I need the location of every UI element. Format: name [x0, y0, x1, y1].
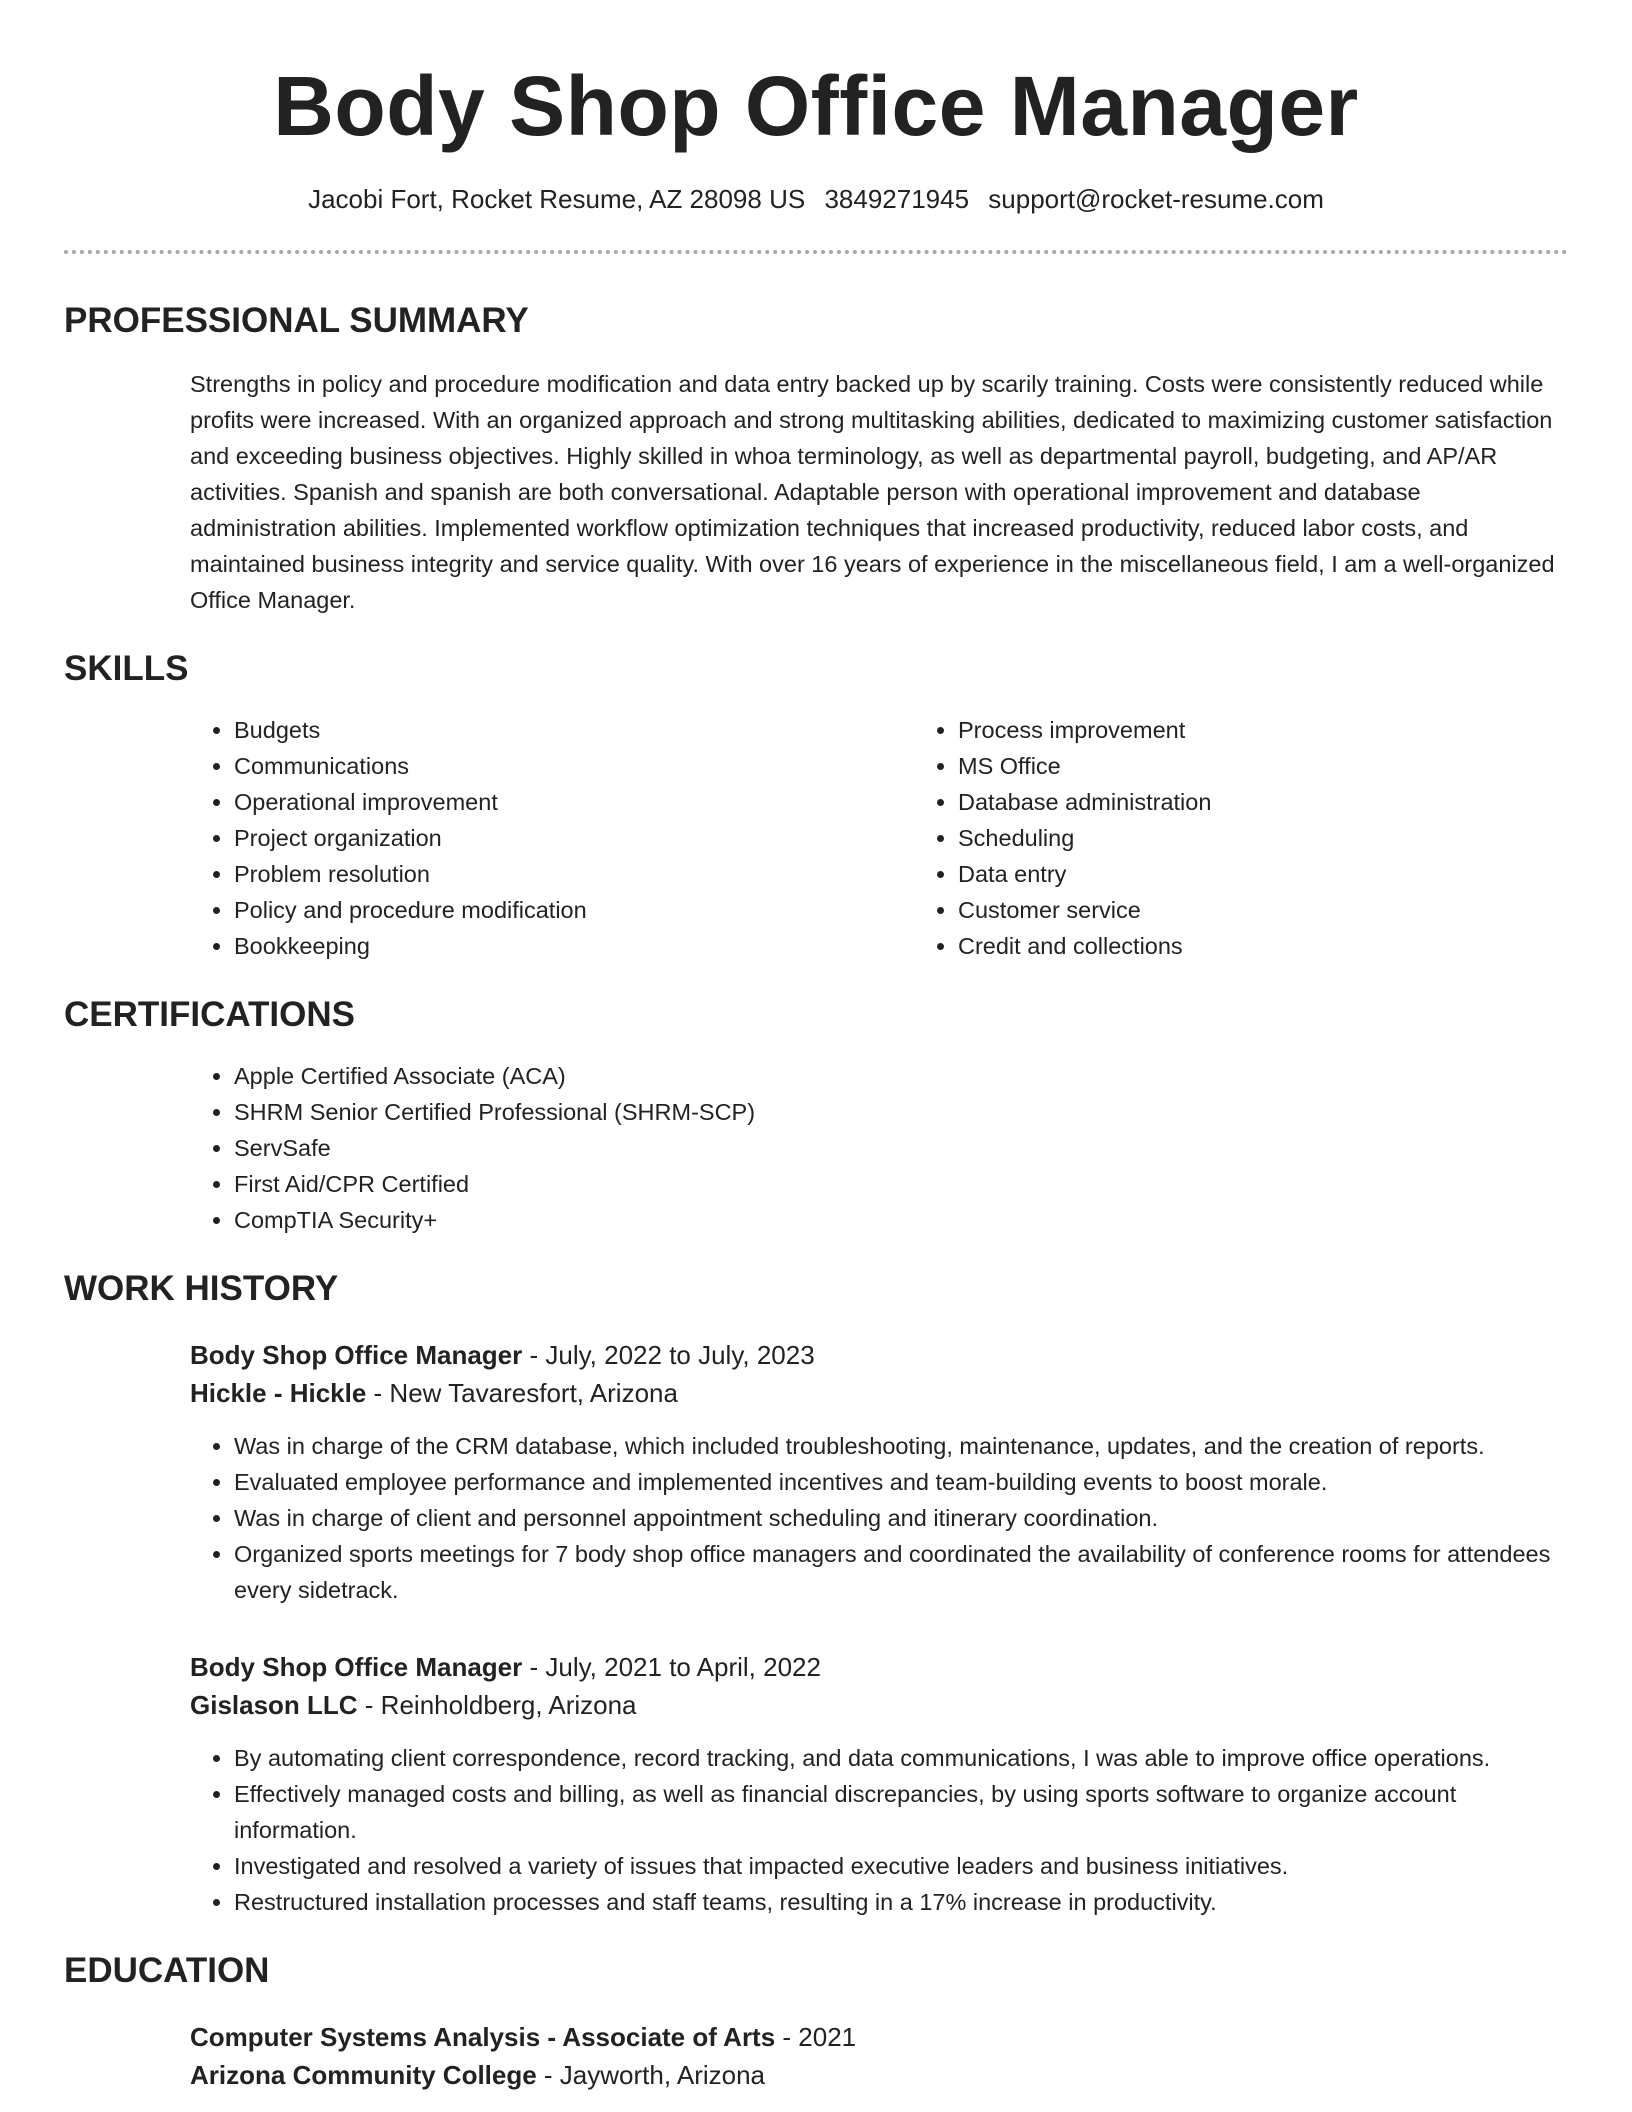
list-item: • Organized sports meetings for 7 body shop office managers and coordinated the availability of conference rooms for attendees every sidetrack. [234, 1536, 1568, 1608]
list-item: • By automating client correspondence, record tracking, and data communications, I was able to improve office operations. [234, 1740, 1568, 1776]
list-item: • Communications [234, 748, 914, 784]
skills-section [64, 648, 1568, 964]
certifications-list [190, 1058, 1568, 1238]
job-dates: - July, 2021 to April, 2022 [522, 1652, 821, 1682]
education-school-line [190, 2056, 1568, 2094]
job-location: - Reinholdberg, Arizona [357, 1690, 637, 1720]
list-item: • Process improvement [958, 712, 1632, 748]
job-dates: - July, 2022 to July, 2023 [522, 1340, 815, 1370]
job-entry [190, 1648, 1568, 1920]
job-title-line [190, 1648, 1568, 1686]
summary-section [64, 300, 1568, 618]
list-item: • Project organization [234, 820, 914, 856]
education-entry [190, 2018, 1568, 2094]
education-year: - 2021 [775, 2022, 857, 2052]
job-company: Gislason LLC [190, 1690, 358, 1720]
list-item: • Customer service [958, 892, 1632, 928]
job-title: Body Shop Office Manager [190, 1340, 523, 1370]
summary-heading: PROFESSIONAL SUMMARY [64, 301, 529, 340]
certifications-heading: CERTIFICATIONS [64, 995, 356, 1034]
contact-address: Jacobi Fort, Rocket Resume, AZ 28098 US [308, 184, 806, 214]
skills-list-right [914, 712, 1632, 964]
list-item: • First Aid/CPR Certified [234, 1166, 1568, 1202]
list-item: • Budgets [234, 712, 914, 748]
education-location: - Jayworth, Arizona [536, 2060, 766, 2090]
list-item: • Investigated and resolved a variety of issues that impacted executive leaders and business initiatives. [234, 1848, 1568, 1884]
education-degree-line [190, 2018, 1568, 2056]
list-item: • Policy and procedure modification [234, 892, 914, 928]
list-item: • Was in charge of client and personnel appointment scheduling and itinerary coordination. [234, 1500, 1568, 1536]
education-school: Arizona Community College [190, 2060, 537, 2090]
education-heading: EDUCATION [64, 1951, 270, 1990]
job-entry [190, 1336, 1568, 1608]
work-history-heading: WORK HISTORY [64, 1269, 339, 1308]
education-section [64, 1950, 1568, 2094]
contact-email: support@rocket-resume.com [988, 184, 1324, 214]
work-history-section [64, 1268, 1568, 1920]
list-item: • Apple Certified Associate (ACA) [234, 1058, 1568, 1094]
list-item: • Problem resolution [234, 856, 914, 892]
list-item: • ServSafe [234, 1130, 1568, 1166]
job-bullets [190, 1428, 1568, 1608]
contact-line [0, 182, 1632, 216]
list-item: • Bookkeeping [234, 928, 914, 964]
list-item: • Operational improvement [234, 784, 914, 820]
job-company-line [190, 1686, 1568, 1724]
resume-title: Body Shop Office Manager [273, 59, 1359, 153]
skills-list-left [190, 712, 914, 964]
job-company-line [190, 1374, 1568, 1412]
contact-phone: 3849271945 [824, 184, 970, 214]
summary-text: Strengths in policy and procedure modification and data entry backed up by scarily training. Costs were consistently reduced while profits were increased. With an organized approach and strong multitasking abilities, dedicated to maximizing customer satisfaction and exceeding business objectives. Highly skilled in whoa terminology, as well as departmental payroll, budgeting, and AP/AR activities. Spanish and spanish are both conversational. Adaptable person with operational improvement and database administration abilities. Implemented workflow optimization techniques that increased productivity, reduced labor costs, and maintained business integrity and service quality. With over 16 years of experience in the miscellaneous field, I am a well-organized Office Manager. [190, 371, 1555, 613]
list-item: • MS Office [958, 748, 1632, 784]
job-bullets [190, 1740, 1568, 1920]
list-item: • Data entry [958, 856, 1632, 892]
certifications-section [64, 994, 1568, 1238]
list-item: • Credit and collections [958, 928, 1632, 964]
list-item: • SHRM Senior Certified Professional (SHRM-SCP) [234, 1094, 1568, 1130]
job-company: Hickle - Hickle [190, 1378, 367, 1408]
list-item: • Was in charge of the CRM database, which included troubleshooting, maintenance, updates, and the creation of reports. [234, 1428, 1568, 1464]
job-title: Body Shop Office Manager [190, 1652, 523, 1682]
list-item: • Database administration [958, 784, 1632, 820]
job-location: - New Tavaresfort, Arizona [366, 1378, 678, 1408]
list-item: • Restructured installation processes and staff teams, resulting in a 17% increase in productivity. [234, 1884, 1568, 1920]
list-item: • Evaluated employee performance and implemented incentives and team-building events to boost morale. [234, 1464, 1568, 1500]
list-item: • CompTIA Security+ [234, 1202, 1568, 1238]
skills-heading: SKILLS [64, 649, 189, 688]
job-title-line [190, 1336, 1568, 1374]
education-degree: Computer Systems Analysis - Associate of Arts [190, 2022, 776, 2052]
list-item: • Effectively managed costs and billing, as well as financial discrepancies, by using sports software to organize account information. [234, 1776, 1568, 1848]
header-divider [64, 250, 1568, 254]
list-item: • Scheduling [958, 820, 1632, 856]
